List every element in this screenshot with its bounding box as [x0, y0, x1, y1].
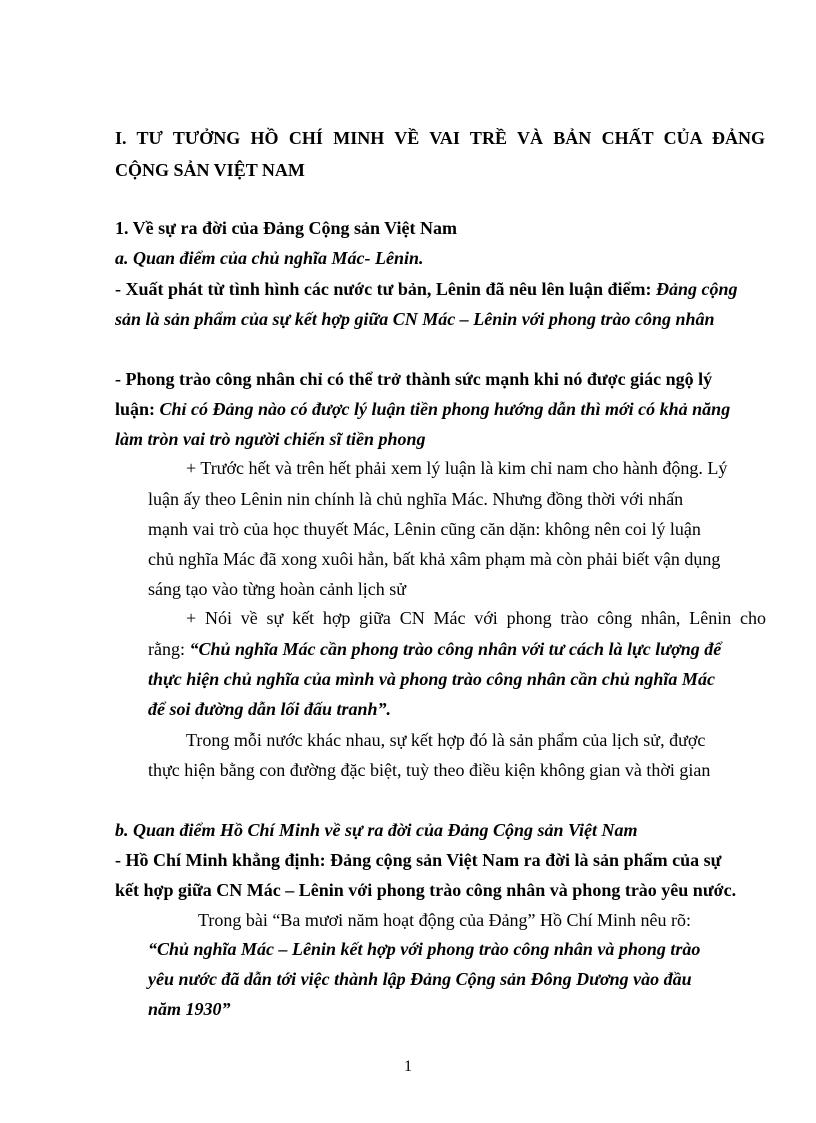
paragraph-3-line-5: sáng tạo vào từng hoàn cảnh lịch sử [148, 579, 406, 599]
paragraph-2-line-1: - Phong trào công nhân chỉ có thể trở thành sức mạnh khi nó được giác ngộ lý [115, 369, 713, 389]
paragraph-6-line-1: - Hồ Chí Minh khẳng định: Đảng cộng sản Việt Nam ra đời là sản phẩm của sự [115, 850, 722, 870]
paragraph-5-line-2: thực hiện bằng con đường đặc biệt, tuỳ theo điều kiện không gian và thời gian [148, 760, 711, 780]
paragraph-1-line-1 [115, 277, 738, 301]
paragraph-4-line-1: + Nói về sự kết hợp giữa CN Mác với phong trào công nhân, Lênin cho [186, 608, 766, 628]
paragraph-4-line-4: để soi đường dẫn lối đấu tranh”. [148, 699, 391, 719]
paragraph-2-emphasis-1: Chỉ có Đảng nào có được lý luận tiền phong hướng dẫn thì mới có khả năng [159, 399, 731, 419]
paragraph-6-line-2: kết hợp giữa CN Mác – Lênin với phong trào công nhân và phong trào yêu nước. [115, 880, 737, 900]
paragraph-7-line-1: Trong bài “Ba mươi năm hoạt động của Đảng” Hồ Chí Minh nêu rõ: [198, 910, 692, 930]
paragraph-4-line-2 [148, 637, 721, 661]
paragraph-2-line-3: làm tròn vai trò người chiến sĩ tiền phong [115, 429, 426, 449]
paragraph-3-line-4: chủ nghĩa Mác đã xong xuôi hẳn, bất khả xâm phạm mà còn phải biết vận dụng [148, 549, 721, 569]
paragraph-5-line-1: Trong mỗi nước khác nhau, sự kết hợp đó là sản phẩm của lịch sử, được [186, 730, 706, 750]
paragraph-3-line-1: + Trước hết và trên hết phải xem lý luận là kim chỉ nam cho hành động. Lý [186, 458, 728, 478]
paragraph-2-line-2 [115, 397, 730, 421]
paragraph-3-line-2: luận ấy theo Lênin nin chính là chủ nghĩa Mác. Nhưng đồng thời với nhấn [148, 489, 684, 509]
quote-line-3: năm 1930” [148, 999, 231, 1019]
paragraph-4-lead: rằng: [148, 639, 190, 659]
paragraph-4-line-3: thực hiện chủ nghĩa của mình và phong trào công nhân cần chủ nghĩa Mác [148, 669, 715, 689]
subsection-b-title: b. Quan điểm Hồ Chí Minh về sự ra đời của Đảng Cộng sản Việt Nam [115, 820, 638, 840]
paragraph-1-emphasis-1: Đảng cộng [655, 279, 738, 299]
paragraph-4-emphasis-1: “Chủ nghĩa Mác cần phong trào công nhân với tư cách là lực lượng để [189, 639, 722, 659]
quote-line-1: “Chủ nghĩa Mác – Lênin kết hợp với phong trào công nhân và phong trào [148, 939, 701, 959]
paragraph-1-lead: - Xuất phát từ tình hình các nước tư bản, Lênin đã nêu lên luận điểm: [115, 279, 656, 299]
section-1-title: 1. Về sự ra đời của Đảng Cộng sản Việt Nam [115, 218, 457, 238]
paragraph-2-lead: luận: [115, 399, 160, 419]
paragraph-3-line-3: mạnh vai trò của học thuyết Mác, Lênin cũng căn dặn: không nên coi lý luận [148, 519, 701, 539]
page-number: 1 [404, 1058, 412, 1075]
subsection-a-title: a. Quan điểm của chủ nghĩa Mác- Lênin. [115, 248, 424, 268]
heading-line-2: CỘNG SẢN VIỆT NAM [115, 160, 305, 180]
paragraph-1-line-2: sản là sản phẩm của sự kết hợp giữa CN Mác – Lênin với phong trào công nhân [115, 309, 715, 329]
quote-line-2: yêu nước đã dẫn tới việc thành lập Đảng Cộng sản Đông Dương vào đầu [148, 969, 692, 989]
heading-line-1: I. TƯ TƯỞNG HỒ CHÍ MINH VỀ VAI TRỀ VÀ BẢN CHẤT CỦA ĐẢNG [115, 128, 765, 148]
